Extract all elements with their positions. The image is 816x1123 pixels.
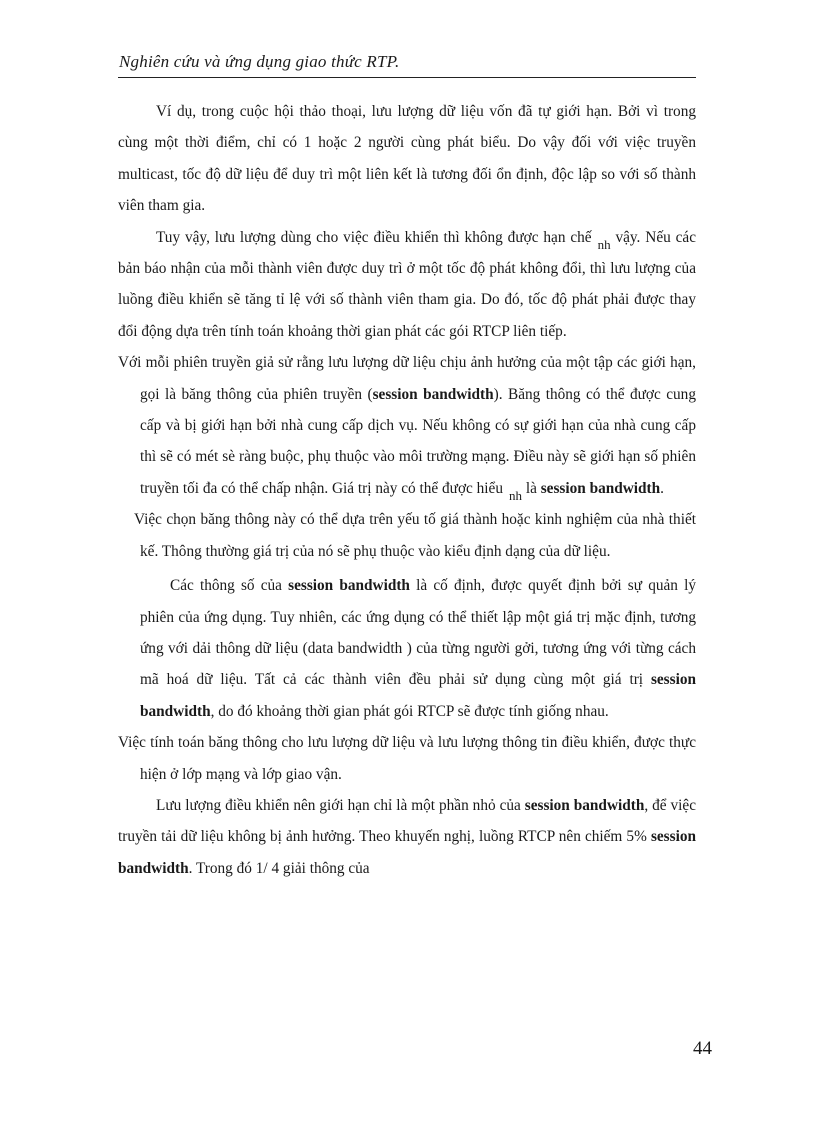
session-bandwidth-term: session bandwidth	[540, 479, 661, 497]
session-bandwidth-term: session bandwidth	[118, 828, 696, 877]
paragraph-7-text-b: , để việc truyền tải dữ liệu không bị ảnh hưởng. Theo khuyến nghị, luồng RTCP nên chiếm 5%	[118, 796, 697, 846]
paragraph-6: Việc tính toán băng thông cho lưu lượng dữ liệu và lưu lượng thông tin điều khiển, được thực hiện ở lớp mạng và lớp giao vận.	[118, 734, 696, 783]
paragraph-7-text-c: . Trong đó 1/ 4 giải thông của	[188, 859, 370, 877]
paragraph-3-text-d: .	[660, 479, 664, 497]
paragraph-7-text-a: Lưu lượng điều khiển nên giới hạn chỉ là một phần nhỏ của	[156, 796, 521, 814]
paragraph-3	[118, 347, 696, 504]
paragraph-3-subscript: nh	[509, 487, 522, 503]
running-header: Nghiên cứu và ứng dụng giao thức RTP.	[119, 52, 400, 71]
paragraph-4: Việc chọn băng thông này có thể dựa trên yếu tố giá thành hoặc kinh nghiệm của nhà thiết kế. Thông thường giá trị của nó sẽ phụ thuộc vào kiểu định dạng của dữ liệu.	[134, 511, 696, 560]
page-body	[118, 96, 696, 884]
session-bandwidth-term: session bandwidth	[524, 796, 645, 814]
session-bandwidth-term: session bandwidth	[288, 577, 410, 595]
paragraph-2	[118, 222, 696, 348]
paragraph-5-text-c: , do đó khoảng thời gian phát gói RTCP sẽ được tính giống nhau.	[210, 702, 609, 720]
paragraph-2-subscript: nh	[597, 236, 611, 252]
session-bandwidth-term: session bandwidth	[372, 385, 494, 403]
paragraph-3-text-a: Với mỗi phiên truyền giả sử rằng lưu lượng dữ liệu chịu ảnh hưởng của một tập các giới hạn, gọi là băng thông của phiên truyền (	[118, 354, 696, 403]
paragraph-5-text-b: là cố định, được quyết định bởi sự quản lý phiên của ứng dụng. Tuy nhiên, các ứng dụng có thể thiết lập một giá trị mặc định, tương ứng với dải thông dữ liệu (data bandwidth ) của từng người gởi, tương ứng với từng cách mã hoá dữ liệu. Tất cả các thành viên đều phải sử dụng cùng một giá trị	[140, 577, 696, 689]
session-bandwidth-term: session bandwidth	[140, 671, 696, 720]
paragraph-5-text-a: Các thông số của	[170, 577, 282, 595]
paragraph-7	[118, 790, 696, 884]
header-rule	[118, 77, 696, 78]
paragraph-5	[118, 570, 696, 727]
page-number: 44	[693, 1038, 712, 1059]
paragraph-2-text-a: Tuy vậy, lưu lượng dùng cho việc điều khiển thì không được hạn chế	[156, 228, 592, 246]
paragraph-3-text-b: ). Băng thông có thể được cung cấp và bị giới hạn bởi nhà cung cấp dịch vụ. Nếu không có sự giới hạn của nhà cung cấp thì sẽ có mét sè ràng buộc, phụ thuộc vào môi trường mạng. Điều này sẽ giới hạn số phiên truyền tối đa có thể chấp nhận. Giá trị này có thể được hiểu	[140, 385, 696, 497]
paragraph-3-text-c: là	[525, 479, 537, 497]
paragraph-2-text-b: vậy. Nếu các bản báo nhận của mỗi thành viên được duy trì ở một tốc độ phát không đổi, thì lưu lượng của luồng điều khiển sẽ tăng tỉ lệ với số thành viên tham gia. Do đó, tốc độ phát phải được thay đổi động dựa trên tính toán khoảng thời gian phát các gói RTCP liên tiếp.	[118, 228, 696, 340]
paragraph-1: Ví dụ, trong cuộc hội thảo thoại, lưu lượng dữ liệu vốn đã tự giới hạn. Bởi vì trong cùng một thời điểm, chỉ có 1 hoặc 2 người cùng phát biểu. Do vậy đối với việc truyền multicast, tốc độ dữ liệu để duy trì một liên kết là tương đối ổn định, độc lập so với số thành viên tham gia.	[118, 103, 696, 215]
